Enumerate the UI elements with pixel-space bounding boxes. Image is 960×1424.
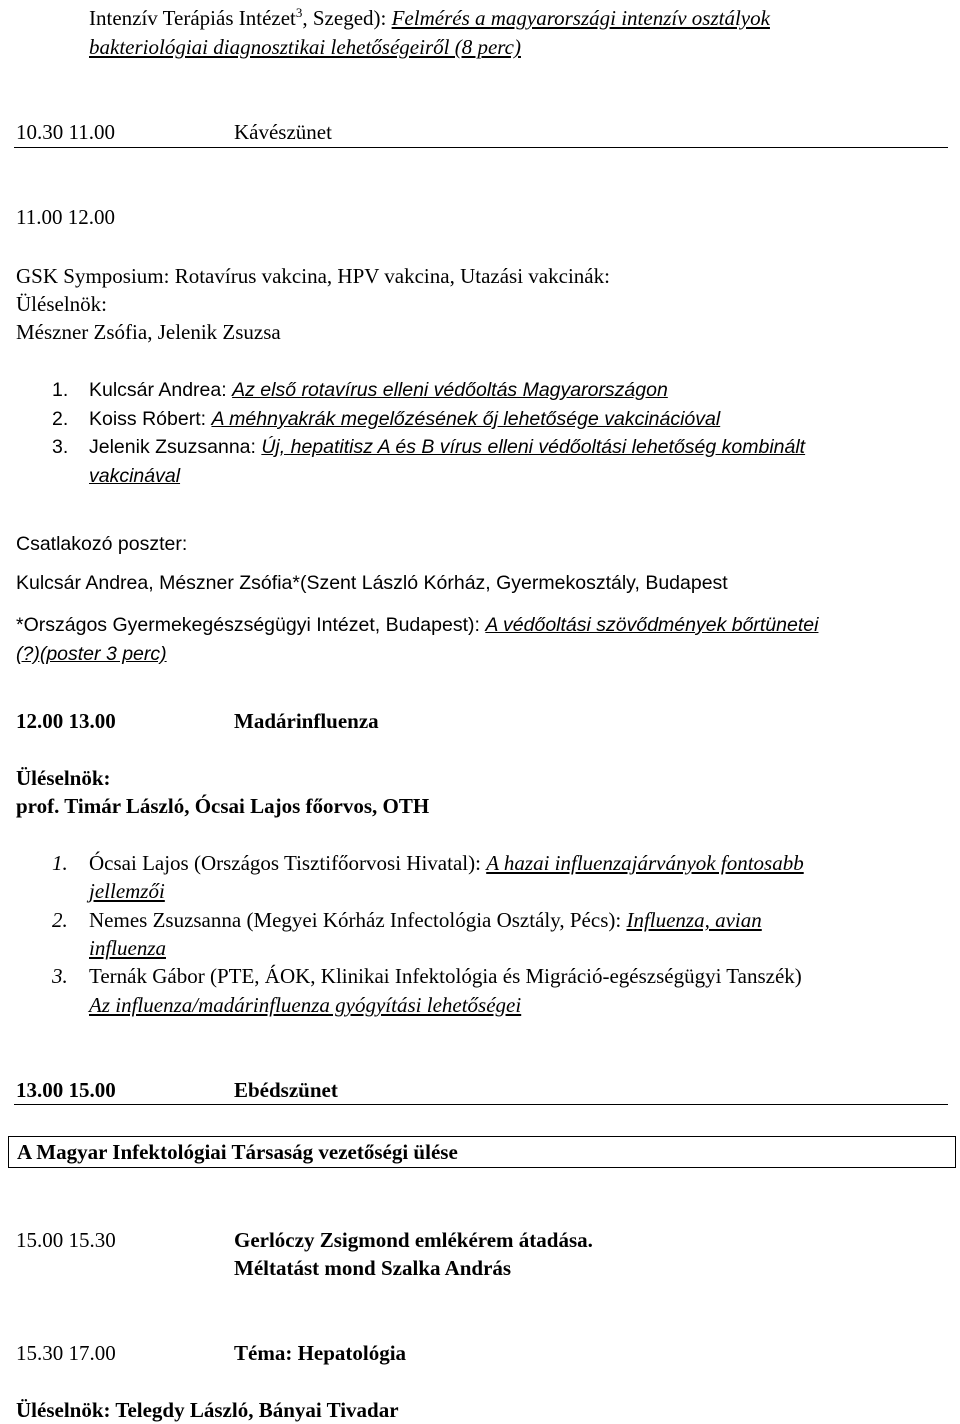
coffee-label: Kávészünet bbox=[234, 120, 332, 144]
coffee-time: 10.30 11.00 bbox=[16, 120, 115, 144]
board-meeting-box bbox=[8, 1136, 956, 1168]
coffee-divider bbox=[14, 147, 948, 148]
gsk-item-3-num: 3. bbox=[52, 436, 69, 458]
bird-flu-item-2-speaker: Nemes Zsuzsanna (Megyei Kórház Infectológia Osztály, Pécs): bbox=[89, 908, 627, 932]
poster-title-2: (?)(poster 3 perc) bbox=[16, 643, 167, 665]
lunch-label: Ebédszünet bbox=[234, 1078, 338, 1102]
hepatology-label: Téma: Hepatológia bbox=[234, 1341, 407, 1365]
bird-flu-item-2-title: Influenza, avian bbox=[626, 908, 762, 932]
bird-flu-item-1-speaker: Ócsai Lajos (Országos Tisztifőorvosi Hivatal): bbox=[89, 851, 487, 875]
gsk-item-3 bbox=[89, 433, 805, 461]
gsk-item-3-title: Új, hepatitisz A és B vírus elleni védőoltási lehetőség kombinált bbox=[261, 436, 806, 458]
gsk-chairs-label: Üléselnök: bbox=[16, 292, 107, 316]
bird-flu-time: 12.00 13.00 bbox=[16, 709, 116, 733]
top-affiliation-rest: , Szeged): bbox=[302, 6, 392, 30]
hepatology-time: 15.30 17.00 bbox=[16, 1341, 116, 1365]
gsk-item-2-num: 2. bbox=[52, 408, 69, 430]
bird-flu-label: Madárinfluenza bbox=[234, 709, 379, 733]
gsk-item-2-title: A méhnyakrák megelőzésének őj lehetősége vakcinációval bbox=[211, 408, 721, 430]
gsk-item-3-title-2: vakcinával bbox=[89, 465, 181, 487]
gsk-item-1-title: Az első rotavírus elleni védőoltás Magyarországon bbox=[232, 379, 668, 401]
hepatology-chairs: Üléselnök: Telegdy László, Bányai Tivadar bbox=[16, 1398, 399, 1422]
poster-label: Csatlakozó poszter: bbox=[16, 533, 188, 555]
top-talk-title-2: bakteriológiai diagnosztikai lehetőségeiről (8 perc) bbox=[89, 35, 521, 59]
coffee-break-row bbox=[16, 118, 332, 146]
award-laudation: Méltatást mond Szalka András bbox=[234, 1256, 512, 1280]
lunch-row bbox=[16, 1076, 338, 1104]
bird-flu-item-2-title-2: influenza bbox=[89, 936, 166, 960]
hepatology-row bbox=[16, 1339, 406, 1367]
board-meeting-title: A Magyar Infektológiai Társaság vezetőségi ülése bbox=[17, 1140, 458, 1164]
gsk-title: GSK Symposium: Rotavírus vakcina, HPV vakcina, Utazási vakcinák: bbox=[16, 264, 610, 288]
award-row bbox=[16, 1226, 593, 1254]
award-time: 15.00 15.30 bbox=[16, 1228, 116, 1252]
bird-flu-chairs-label: Üléselnök: bbox=[16, 766, 111, 790]
gsk-item-2-speaker: Koiss Róbert: bbox=[89, 408, 212, 430]
bird-flu-item-2 bbox=[89, 906, 762, 934]
bird-flu-item-1-num: 1. bbox=[52, 851, 68, 875]
bird-flu-item-1 bbox=[89, 849, 804, 877]
gsk-item-1-num: 1. bbox=[52, 379, 69, 401]
gsk-time: 11.00 12.00 bbox=[16, 205, 115, 229]
bird-flu-item-3-num: 3. bbox=[52, 964, 68, 988]
poster-title: A védőoltási szövődmények bőrtünetei bbox=[485, 614, 819, 636]
gsk-item-2 bbox=[89, 405, 720, 433]
bird-flu-item-1-title-2: jellemzői bbox=[89, 879, 165, 903]
poster-affiliation: *Országos Gyermekegészségügyi Intézet, Budapest): bbox=[16, 614, 486, 636]
poster-authors: Kulcsár Andrea, Mészner Zsófia*(Szent László Kórház, Gyermekosztály, Budapest bbox=[16, 572, 728, 594]
award-label: Gerlóczy Zsigmond emlékérem átadása. bbox=[234, 1228, 593, 1252]
top-affiliation-sup: 3 bbox=[295, 5, 303, 20]
bird-flu-chairs: prof. Timár László, Ócsai Lajos főorvos, OTH bbox=[16, 794, 430, 818]
bird-flu-item-3-speaker: Ternák Gábor (PTE, ÁOK, Klinikai Infektológia és Migráció-egészségügyi Tanszék) bbox=[89, 964, 802, 988]
lunch-time: 13.00 15.00 bbox=[16, 1078, 116, 1102]
gsk-item-1-speaker: Kulcsár Andrea: bbox=[89, 379, 233, 401]
bird-flu-row bbox=[16, 707, 379, 735]
bird-flu-item-3-title: Az influenza/madárinfluenza gyógyítási lehetőségei bbox=[89, 993, 522, 1017]
bird-flu-item-2-num: 2. bbox=[52, 908, 68, 932]
gsk-item-3-speaker: Jelenik Zsuzsanna: bbox=[89, 436, 262, 458]
top-talk-title: Felmérés a magyarországi intenzív osztályok bbox=[391, 6, 770, 30]
top-line-1 bbox=[89, 4, 770, 32]
lunch-divider bbox=[14, 1104, 948, 1105]
gsk-item-1 bbox=[89, 376, 668, 404]
gsk-chairs: Mészner Zsófia, Jelenik Zsuzsa bbox=[16, 320, 281, 344]
poster-affiliation-line bbox=[16, 611, 818, 639]
bird-flu-item-1-title: A hazai influenzajárványok fontosabb bbox=[486, 851, 804, 875]
top-affiliation: Intenzív Terápiás Intézet bbox=[89, 6, 296, 30]
